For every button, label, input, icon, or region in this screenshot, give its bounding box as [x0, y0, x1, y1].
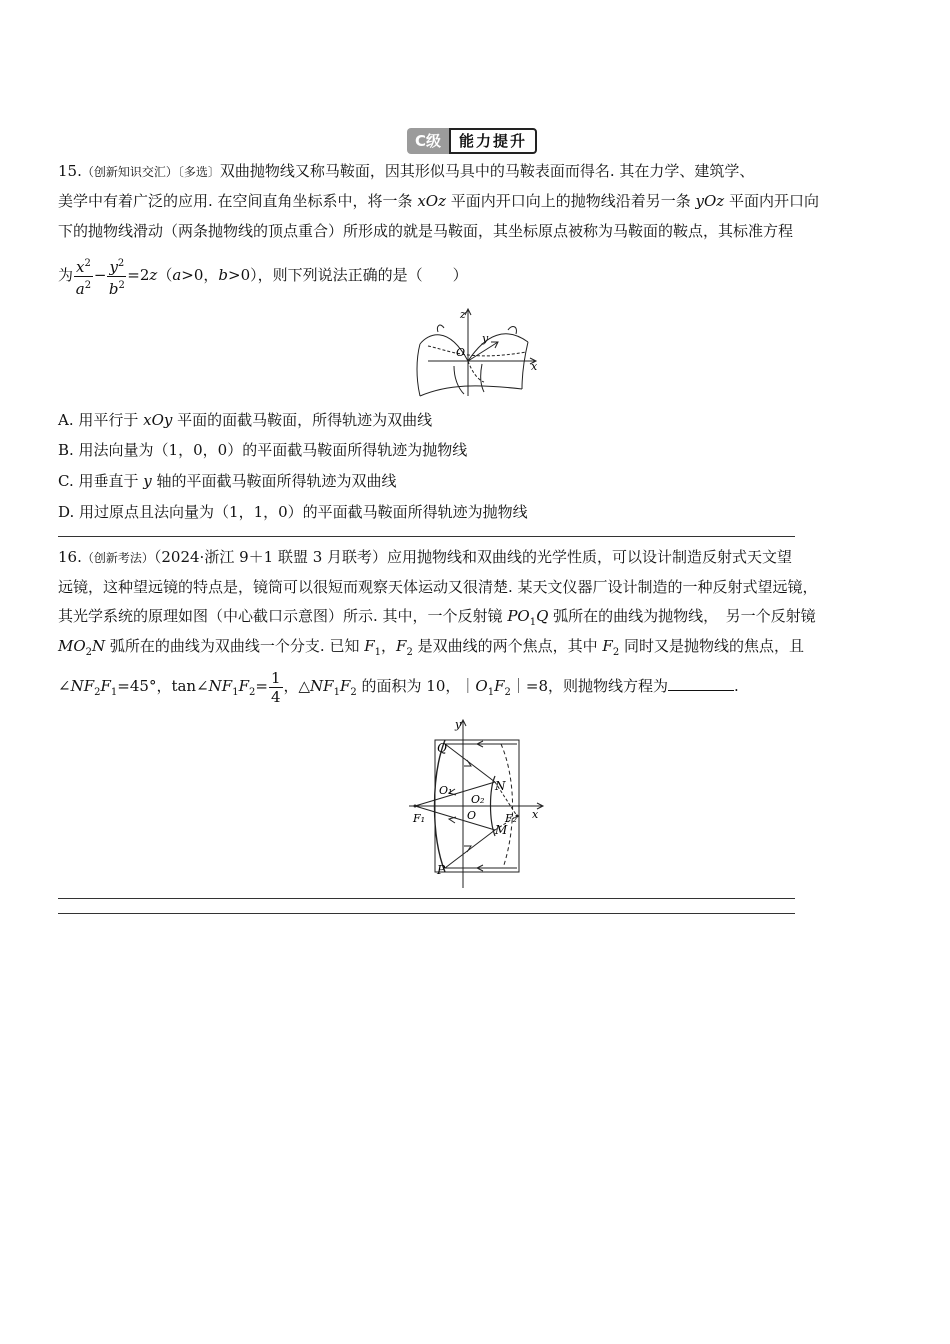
q15-tag-multi: 〔多选〕 — [177, 165, 220, 179]
label-q: Q — [437, 741, 447, 755]
label-o: O — [456, 346, 466, 359]
label-z: z — [460, 308, 466, 321]
label-o2: O₂ — [471, 793, 485, 806]
label-n: N — [495, 779, 506, 793]
label-f2: F₂ — [505, 812, 518, 825]
focus-f1 — [414, 805, 417, 808]
label-m: M — [495, 823, 508, 837]
section-title: 能力提升 — [449, 128, 537, 154]
q15-line2: 美学中有着广泛的应用. 在空间直角坐标系中，将一条 xOz 平面内开口向上的抛物线沿着另一条 yOz 平面内开口向 — [58, 192, 819, 210]
section-level: C级 — [407, 128, 449, 154]
label-y: y — [482, 332, 489, 345]
q15-option-a: A. 用平行于 xOy 平面的面截马鞍面，所得轨迹为双曲线 — [58, 411, 433, 429]
q16-line2: 远镜，这种望远镜的特点是，镜筒可以很短而观察天体运动又很清楚. 某天文仪器厂设计制造的一种反射式望远镜， — [58, 578, 818, 596]
saddle-surface-figure — [408, 304, 548, 400]
q16-line5: $\angle NF_2F_1=45^\circ$，$\tan\angle NF_1F_2=$ $\frac{1}{4}$ ，$\triangle NF_1F_2$ 的面积为 10，$|O_1F_2|=8$，则抛物线方程为 . — [58, 668, 739, 706]
label-x: x — [532, 808, 539, 821]
label-o: O — [467, 809, 477, 822]
q15-line3: 下的抛物线滑动（两条抛物线的顶点重合）所形成的就是马鞍面，其坐标原点被称为马鞍面的鞍点，其标准方程 — [58, 222, 794, 240]
q16-line1: 16.（创新考法）（2024·浙江 9＋1 联盟 3 月联考）应用抛物线和双曲线的光学性质，可以设计制造反射式天文望 — [58, 548, 793, 566]
q16-tag-origin: （创新考法） — [81, 551, 154, 565]
q16-line3: 其光学系统的原理如图（中心截口示意图）所示. 其中，一个反射镜 $PO_1Q$ 弧所在的曲线为抛物线， 另一个反射镜 — [58, 607, 816, 628]
label-p: P — [437, 863, 446, 877]
answer-rule-q16-1 — [58, 898, 795, 899]
q15-tag-origin: （创新知识交汇） — [81, 165, 178, 179]
q15-line1: 15.（创新知识交汇）〔多选〕双曲抛物线又称马鞍面，因其形似马具中的马鞍表面而得名. 其在力学、建筑学、 — [58, 162, 755, 180]
frac-one-quarter: $\frac{1}{4}$ — [270, 668, 281, 706]
answer-rule-q16-2 — [58, 913, 795, 914]
answer-rule-q15 — [58, 536, 795, 537]
q15-option-d: D. 用过原点且法向量为（1，1，0）的平面截马鞍面所得轨迹为抛物线 — [58, 503, 528, 521]
label-f1: F₁ — [413, 812, 426, 825]
answer-blank[interactable] — [668, 676, 734, 691]
telescope-figure — [405, 716, 550, 892]
label-o1: O₁ — [439, 784, 453, 797]
q15-equation: 为 $\frac{x^2}{a^2}$ − $\frac{y^2}{b^2}$ =2z（a>0，b>0），则下列说法正确的是（ ） — [58, 250, 468, 300]
label-x: x — [531, 360, 538, 373]
frac-y2-b2: $\frac{y^2}{b^2}$ — [107, 255, 126, 298]
section-badge — [407, 128, 537, 154]
q15-option-b: B. 用法向量为（1，0，0）的平面截马鞍面所得轨迹为抛物线 — [58, 441, 468, 459]
frac-x2-a2: $\frac{x^2}{a^2}$ — [74, 255, 93, 298]
label-y: y — [455, 718, 462, 731]
q15-option-c: C. 用垂直于 y 轴的平面截马鞍面所得轨迹为双曲线 — [58, 472, 397, 490]
q16-line4: $MO_2N$ 弧所在的曲线为双曲线一个分支. 已知 $F_1$，$F_2$ 是双曲线的两个焦点，其中 $F_2$ 同时又是抛物线的焦点，且 — [58, 637, 804, 658]
